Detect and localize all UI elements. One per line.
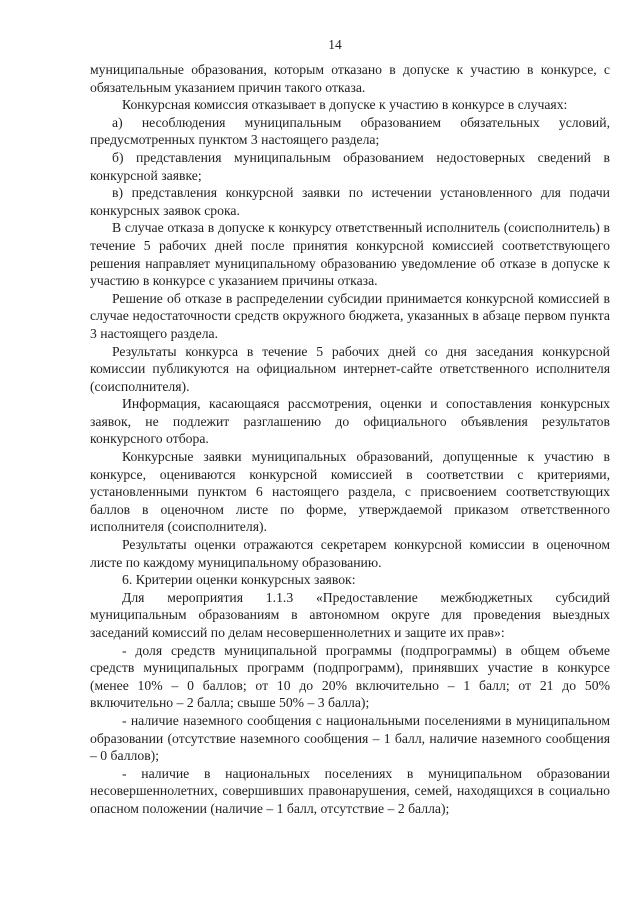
document-body	[90, 61, 610, 818]
paragraph: В случае отказа в допуске к конкурсу ответственный исполнитель (соисполнитель) в течение 5 рабочих дней после принятия конкурсной комиссией соответствующего решения направляет муниципальному образованию уведомление об отказе в допуске к участию в конкурсе с указанием причины отказа.	[90, 220, 610, 289]
paragraph: б) представления муниципальным образованием недостоверных сведений в конкурсной заявке;	[90, 149, 610, 183]
paragraph: Для мероприятия 1.1.3 «Предоставление межбюджетных субсидий муниципальным образованиям в автономном округе для проведения выездных заседаний комиссий по делам несовершеннолетних и защите их прав»:	[90, 589, 610, 640]
paragraph: Решение об отказе в распределении субсидии принимается конкурсной комиссией в случае недостаточности средств окружного бюджета, указанных в абзаце первом пункта 3 настоящего раздела.	[90, 290, 610, 341]
paragraph: в) представления конкурсной заявки по истечении установленного для подачи конкурсных заявок срока.	[90, 185, 610, 218]
paragraph: 6. Критерии оценки конкурсных заявок:	[122, 572, 356, 588]
paragraph: - наличие в национальных поселениях в муниципальном образовании несовершеннолетних, совершивших правонарушения, семей, находящихся в социально опасном положении (наличие – 1 балл, отсутствие – 2 балла);	[90, 765, 610, 816]
paragraph: Результаты конкурса в течение 5 рабочих дней со дня заседания конкурсной комиссии публикуются на официальном интернет-сайте ответственного исполнителя (соисполнителя).	[90, 343, 610, 394]
paragraph: Конкурсная комиссия отказывает в допуске к участию в конкурсе в случаях:	[122, 97, 568, 113]
paragraph: а) несоблюдения муниципальным образованием обязательных условий, предусмотренных пунктом 3 настоящего раздела;	[90, 114, 610, 148]
paragraph: Результаты оценки отражаются секретарем конкурсной комиссии в оценочном листе по каждому муниципальному образованию.	[90, 537, 610, 570]
paragraph: муниципальные образования, которым отказано в допуске к участию в конкурсе, с обязательным указанием причин такого отказа.	[90, 62, 610, 95]
paragraph: - наличие наземного сообщения с национальными поселениями в муниципальном образовании (отсутствие наземного сообщения – 1 балл, наличие наземного сообщения – 0 баллов);	[90, 712, 610, 764]
paragraph: Конкурсные заявки муниципальных образований, допущенные к участию в конкурсе, оцениваются конкурсной комиссией в соответствии с критериями, установленными пунктом 6 настоящего раздела, с присвоением соответствующих баллов в оценочном листе по форме, утверждаемой приказом ответственного исполнителя (соисполнителя).	[90, 449, 610, 535]
paragraph: Информация, касающаяся рассмотрения, оценки и сопоставления конкурсных заявок, не подлежит разглашению до официального объявления результатов конкурсного отбора.	[90, 396, 610, 447]
paragraph: - доля средств муниципальной программы (подпрограммы) в общем объеме средств муниципальных программ (подпрограмм), принявших участие в конкурсе (менее 10% – 0 баллов; от 10 до 20% включительно – 1 балл; от 21 до 50% включительно – 2 балла; свыше 50% – 3 балла);	[90, 642, 610, 711]
page-number: 14	[328, 37, 342, 52]
